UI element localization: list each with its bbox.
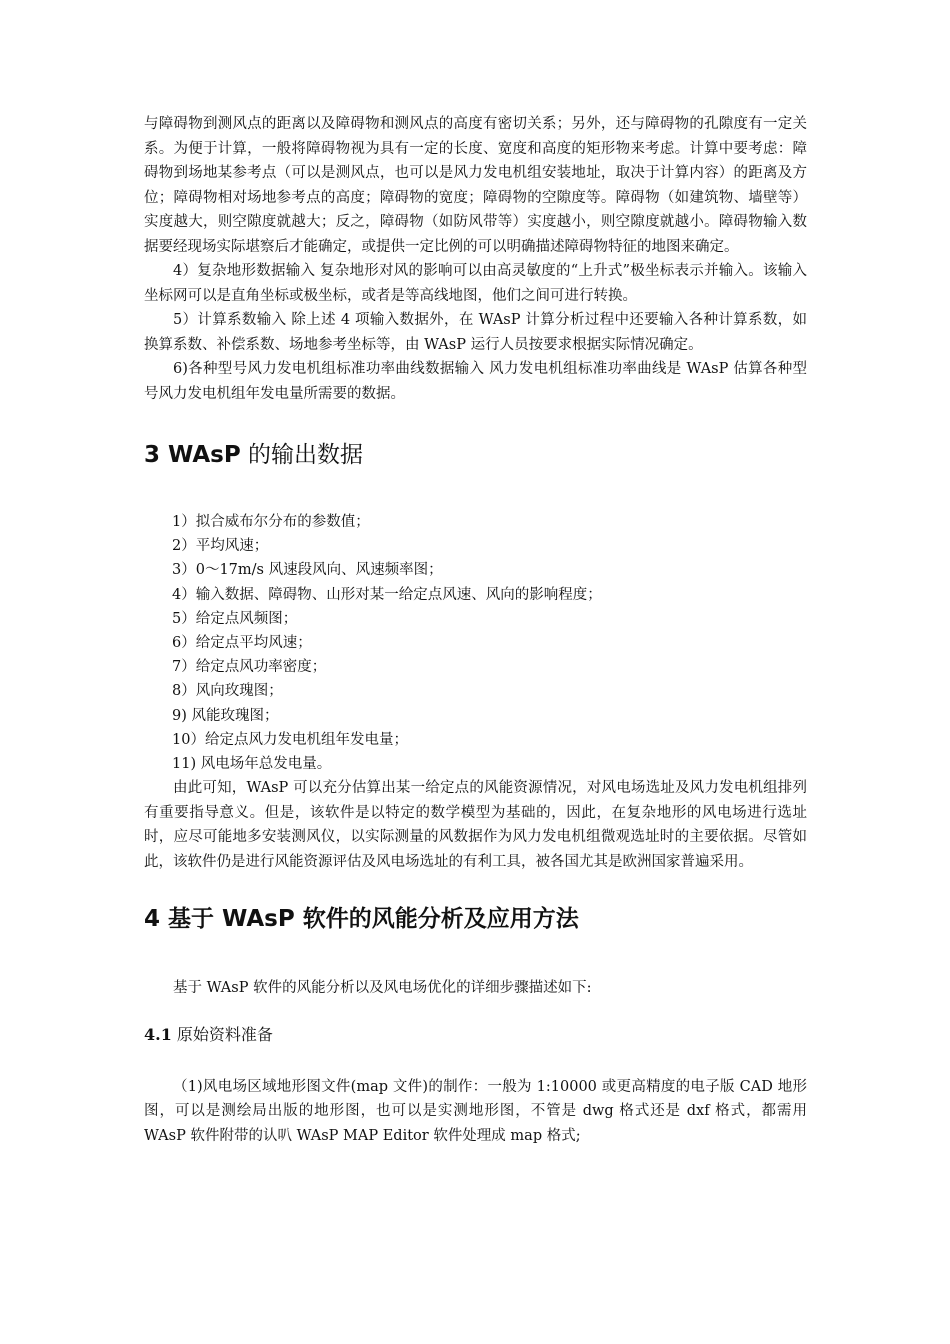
output-list: [144, 510, 807, 776]
list-item: 11) 风电场年总发电量。: [172, 756, 332, 773]
list-item: 3）0～17m/s 风速段风向、风速频率图；: [172, 562, 443, 579]
document-page: [144, 112, 807, 1148]
subsection-4-1-number: 4.1: [144, 1024, 172, 1044]
section4-title: 基于 WAsP 软件的风能分析及应用方法: [160, 906, 579, 933]
list-item: 2）平均风速；: [172, 538, 269, 555]
section3-number: 3 WAsP: [144, 442, 241, 468]
section4-number: 4: [144, 906, 161, 933]
list-item: 1）拟合威布尔分布的参数值；: [172, 514, 370, 530]
section4-heading: [144, 904, 807, 934]
section3-heading: [144, 440, 807, 470]
list-item: 4）输入数据、障碍物、山形对某一给定点风速、风向的影响程度；: [172, 586, 602, 603]
obstacle-paragraph: 与障碍物到测风点的距离以及障碍物和测风点的高度有密切关系；另外，还与障碍物的孔隙度有一定关系。为便于计算，一般将障碍物视为具有一定的长度、宽度和高度的矩形物来考虑。计算中要考虑：障碍物到场地某参考点（可以是测风点，也可以是风力发电机组安装地址，取决于计算内容）的距离及方位；障碍物相对场地参考点的高度；障碍物的宽度；障碍物的空隙度等。障碍物（如建筑物、墙壁等）实度越大，则空隙度就越大；反之，障碍物（如防风带等）实度越小，则空隙度就越小。障碍物输入数据要经现场实际堪察后才能确定，或提供一定比例的可以明确描述障碍物特征的地图来确定。: [144, 116, 807, 255]
subsection-4-1-heading: [144, 1023, 807, 1047]
list-item: 6）给定点平均风速；: [172, 635, 312, 652]
list-item: 5）给定点风频图；: [172, 610, 298, 627]
terrain-input-paragraph: 4）复杂地形数据输入 复杂地形对风的影响可以由高灵敏度的“上升式”极坐标表示并输入。该输入坐标网可以是直角坐标或极坐标，或者是等高线地图，他们之间可进行转换。: [144, 263, 807, 304]
list-item: 9) 风能玫瑰图；: [172, 707, 279, 724]
section4-intro: 基于 WAsP 软件的风能分析以及风电场优化的详细步骤描述如下:: [173, 980, 592, 997]
subsection-4-1-title: 原始资料准备: [171, 1024, 273, 1044]
section3-title: 的输出数据: [240, 442, 364, 468]
coefficient-input-paragraph: 5）计算系数输入 除上述 4 项输入数据外，在 WAsP 计算分析过程中还要输入各种计算系数，如换算系数、补偿系数、场地参考坐标等，由 WAsP 运行人员按要求根据实际情况确定。: [144, 312, 807, 353]
power-curve-input-paragraph: 6)各种型号风力发电机组标准功率曲线数据输入 风力发电机组标准功率曲线是 WAsP 估算各种型号风力发电机组年发电量所需要的数据。: [144, 361, 807, 402]
map-file-paragraph: （1)风电场区域地形图文件(map 文件)的制作：一般为 1:10000 或更高精度的电子版 CAD 地形图，可以是测绘局出版的地形图，也可以是实测地形图，不管是 dwg 格式还是 dxf 格式，都需用 WAsP 软件附带的认叭 WAsP MAP Editor 软件处理成 map 格式;: [144, 1078, 807, 1144]
list-item: 10）给定点风力发电机组年发电量；: [172, 731, 408, 748]
conclusion-paragraph: 由此可知，WAsP 可以充分估算出某一给定点的风能资源情况，对风电场选址及风力发电机组排列有重要指导意义。但是，该软件是以特定的数学模型为基础的，因此，在复杂地形的风电场进行选址时，应尽可能地多安装测风仪，以实际测量的风数据作为风力发电机组微观选址时的主要依据。尽管如此，该软件仍是进行风能资源评估及风电场选址的有利工具，被各国尤其是欧洲国家普遍采用。: [144, 780, 807, 870]
list-item: 7）给定点风功率密度；: [172, 659, 327, 676]
list-item: 8）风向玫瑰图；: [172, 683, 283, 700]
